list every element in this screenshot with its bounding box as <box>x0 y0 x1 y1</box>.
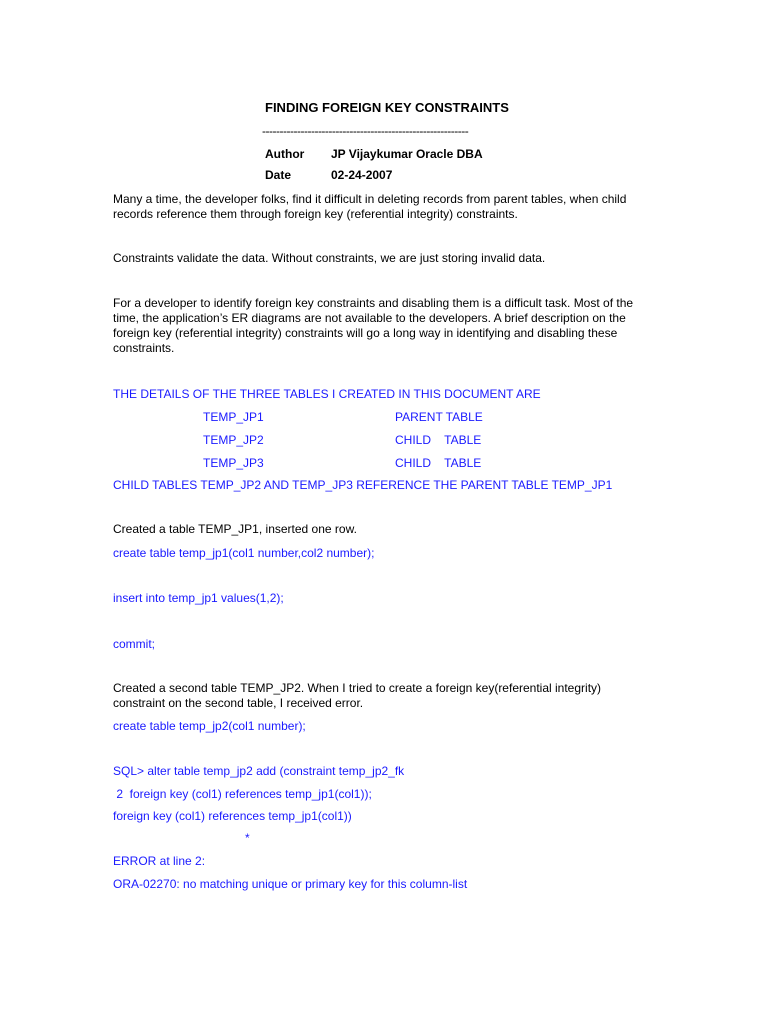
error-line: ERROR at line 2: <box>113 854 206 868</box>
sql-line: SQL> alter table temp_jp2 add (constraint temp_jp2_fk <box>113 764 405 778</box>
error-message: ORA-02270: no matching unique or primary key for this column-list <box>113 877 468 891</box>
error-pointer: * <box>245 831 250 845</box>
date-label: Date <box>265 168 292 182</box>
title-separator: ----------------------------------------------------------- <box>262 124 469 138</box>
tables-footer: CHILD TABLES TEMP_JP2 AND TEMP_JP3 REFERENCE THE PARENT TABLE TEMP_JP1 <box>113 478 613 492</box>
sql-line: insert into temp_jp1 values(1,2); <box>113 591 284 605</box>
table-name: TEMP_JP1 <box>203 410 264 424</box>
constraints-paragraph: Constraints validate the data. Without constraints, we are just storing invalid data. <box>113 251 546 265</box>
author-label: Author <box>265 147 305 161</box>
table-name: TEMP_JP2 <box>203 433 264 447</box>
step2-text: Created a second table TEMP_JP2. When I tried to create a foreign key(referential integrity) constraint on the second table, I received error. <box>113 681 602 710</box>
document-title: FINDING FOREIGN KEY CONSTRAINTS <box>265 100 509 115</box>
sql-line: create table temp_jp1(col1 number,col2 number); <box>113 546 375 560</box>
step1-text: Created a table TEMP_JP1, inserted one row. <box>113 522 357 536</box>
table-name: TEMP_JP3 <box>203 456 264 470</box>
developer-paragraph: For a developer to identify foreign key constraints and disabling them is a difficult task. Most of the time, the application’s ER diagrams are not available to the developers. A brief description on the foreign key (referential integrity) constraints will go a long way in identifying and disabling these constraints. <box>113 296 634 355</box>
intro-paragraph: Many a time, the developer folks, find it difficult in deleting records from parent tables, when child records reference them through foreign key (referential integrity) constraints. <box>113 192 627 221</box>
date-value: 02-24-2007 <box>331 168 393 182</box>
tables-heading: THE DETAILS OF THE THREE TABLES I CREATED IN THIS DOCUMENT ARE <box>113 387 541 401</box>
table-type: CHILD TABLE <box>395 433 482 447</box>
author-value: JP Vijaykumar Oracle DBA <box>331 147 483 161</box>
sql-line: commit; <box>113 637 155 651</box>
sql-line: create table temp_jp2(col1 number); <box>113 719 306 733</box>
table-type: CHILD TABLE <box>395 456 482 470</box>
table-type: PARENT TABLE <box>395 410 483 424</box>
sql-line: 2 foreign key (col1) references temp_jp1(col1)); <box>113 787 372 801</box>
sql-line: foreign key (col1) references temp_jp1(col1)) <box>113 809 352 823</box>
